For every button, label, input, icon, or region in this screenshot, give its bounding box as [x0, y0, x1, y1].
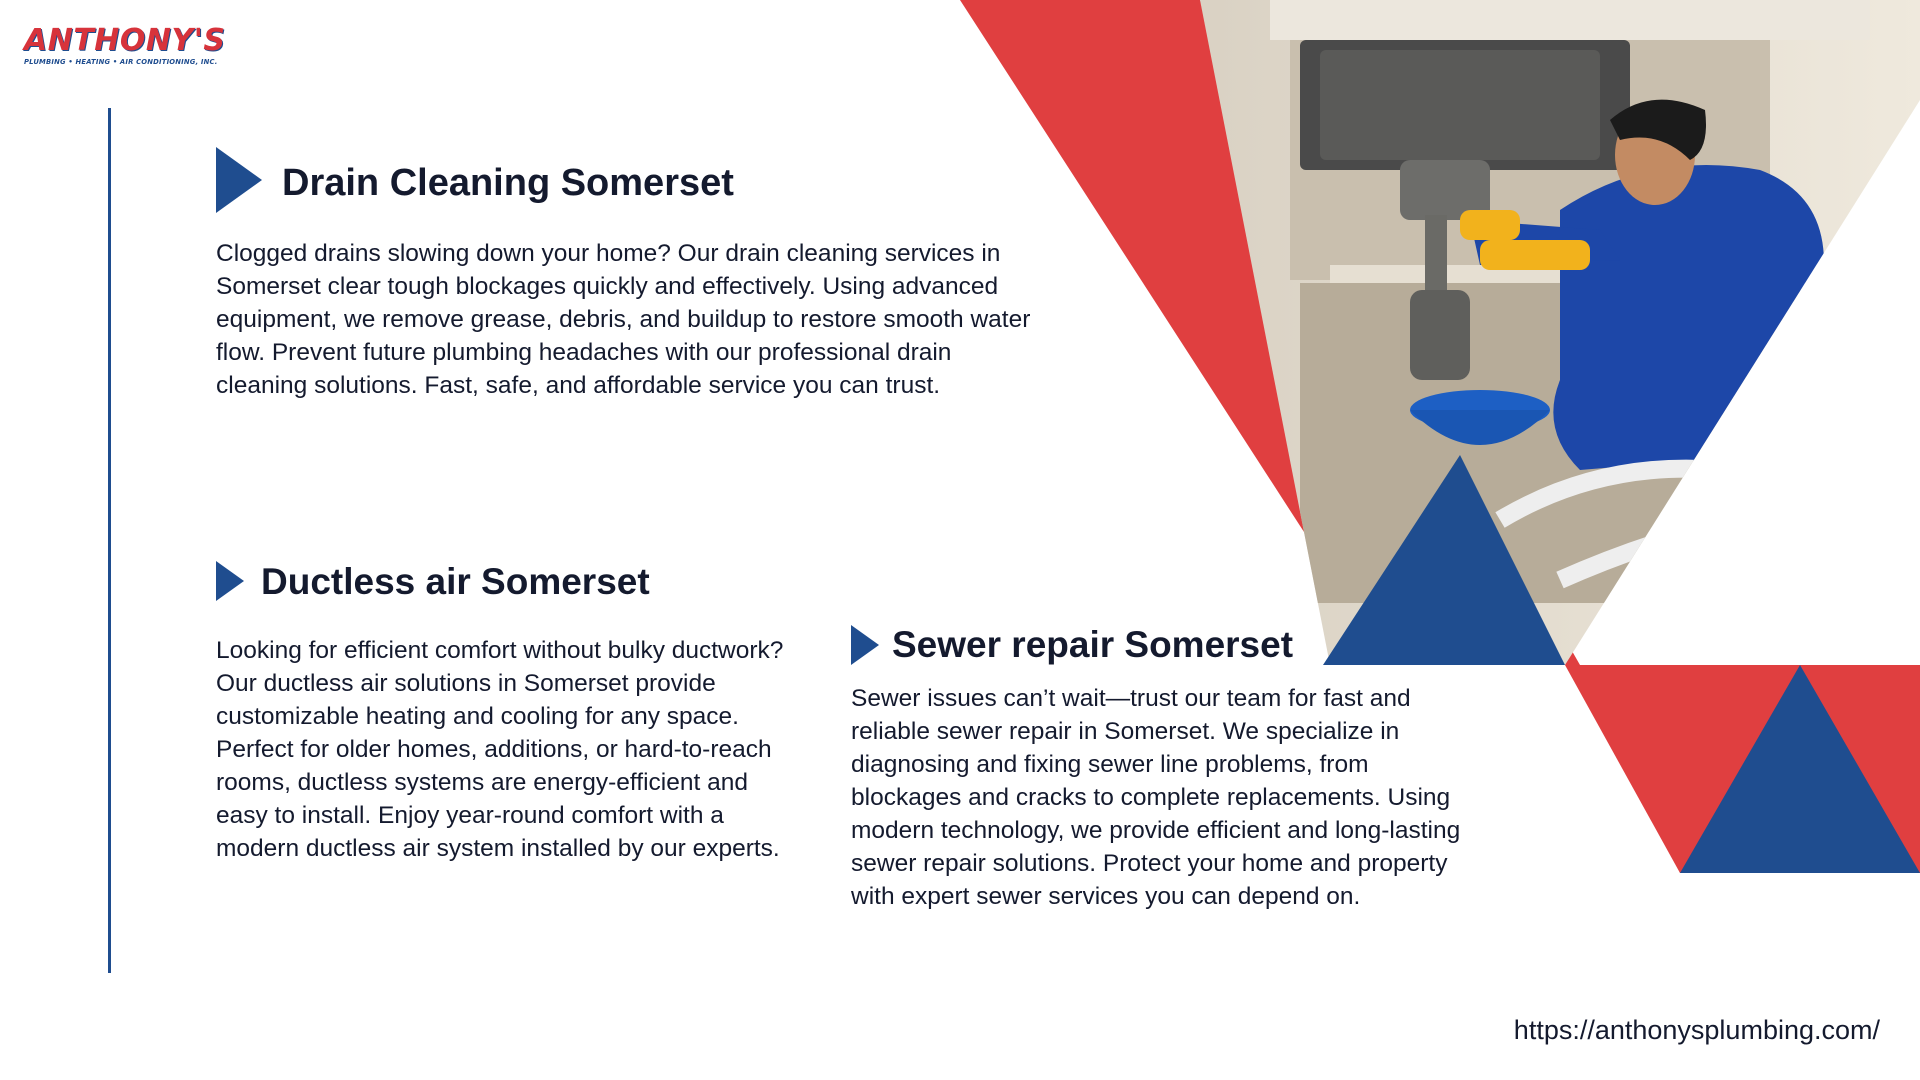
logo-wordmark: ANTHONY'S [24, 23, 226, 58]
play-arrow-icon [216, 561, 244, 601]
logo-tagline: PLUMBING • HEATING • AIR CONDITIONING, INC. [24, 58, 218, 66]
drain-cleaning-text: Clogged drains slowing down your home? Our drain cleaning services in Somerset clear tough blockages quickly and effectively. Using advanced equipment, we remove grease, debris, and buildup to restore smooth water flow. Prevent future plumbing headaches with our professional drain cleaning solutions. Fast, safe, and affordable service you can trust. [216, 240, 1031, 399]
website-url-link[interactable]: https://anthonysplumbing.com/ [1513, 1015, 1880, 1045]
ductless-air-heading: Ductless air Somerset [261, 561, 650, 602]
sewer-repair-heading: Sewer repair Somerset [892, 624, 1294, 665]
vertical-divider-line [108, 108, 111, 973]
ductless-air-text: Looking for efficient comfort without bulky ductwork? Our ductless air solutions in Somerset provide customizable heating and cooling for any space. Perfect for older homes, additions, or hard-to-reach rooms, ductless systems are energy-efficient and easy to install. Enjoy year-round comfort with a modern ductless air system installed by our experts. [216, 637, 784, 862]
company-logo[interactable] [24, 23, 244, 66]
sewer-repair-text: Sewer issues can’t wait—trust our team for fast and reliable sewer repair in Somerset. We specialize in diagnosing and fixing sewer line problems, from blockages and cracks to complete replacements. Using modern technology, we provide efficient and long-lasting sewer repair solutions. Protect your home and property with expert sewer services you can depend on. [851, 685, 1461, 910]
drain-cleaning-heading: Drain Cleaning Somerset [282, 162, 734, 204]
play-arrow-icon [216, 147, 262, 213]
play-arrow-icon [851, 625, 879, 665]
plumber-photo [1180, 0, 1920, 680]
